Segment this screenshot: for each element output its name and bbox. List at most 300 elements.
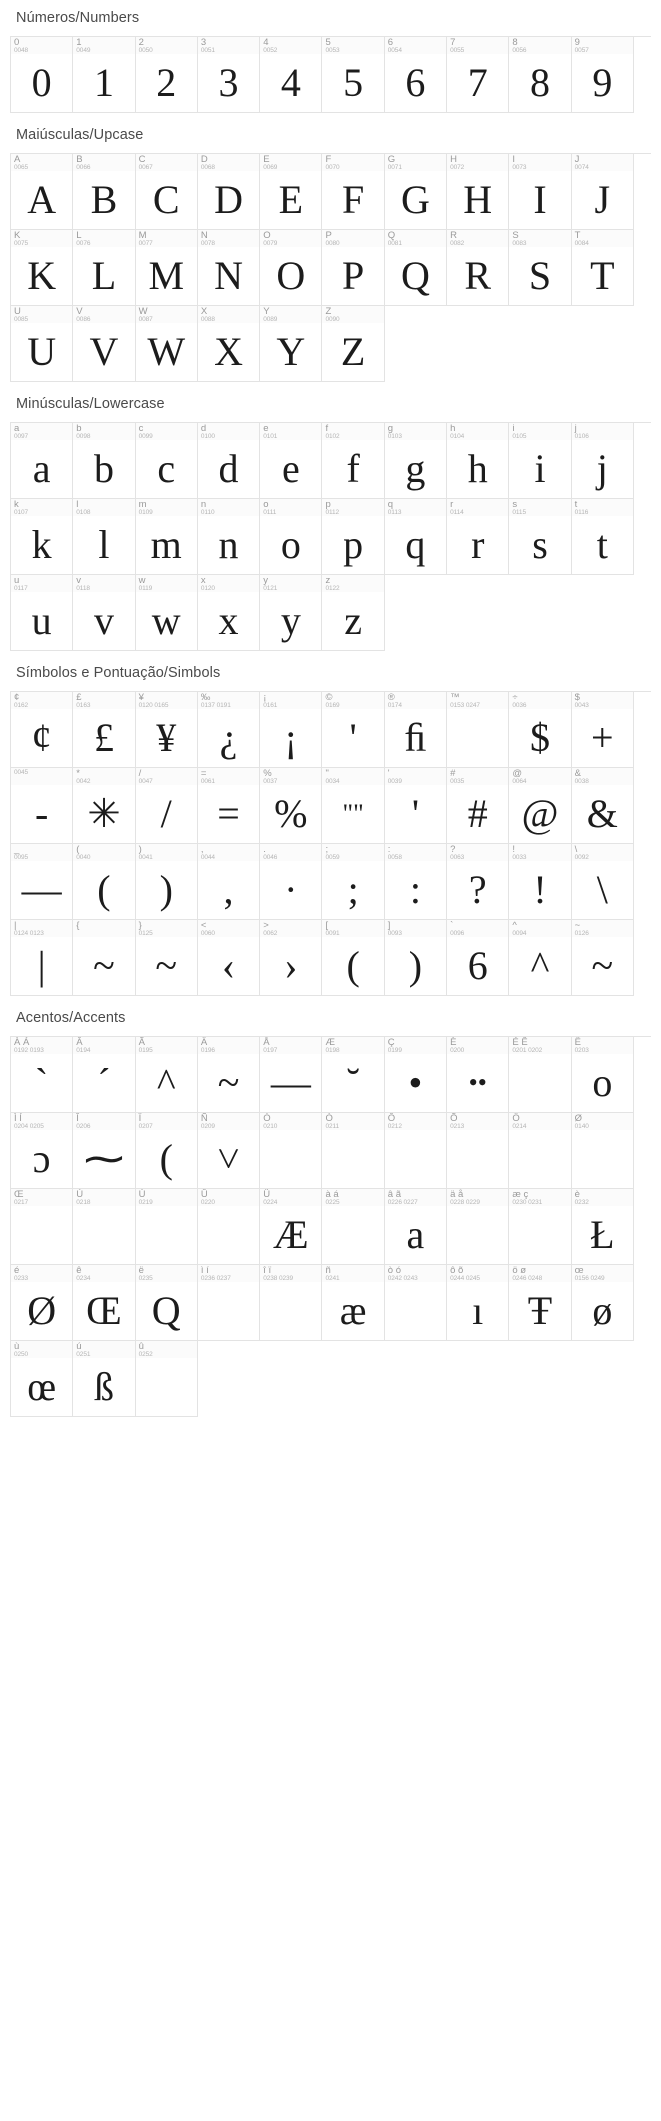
- glyph-char-label: I: [512, 154, 516, 165]
- glyph-cell[interactable]: [509, 37, 571, 113]
- glyph-cell[interactable]: [509, 1189, 571, 1265]
- glyph-cell[interactable]: [73, 768, 135, 844]
- glyph-cell[interactable]: [572, 692, 634, 768]
- glyph-cell[interactable]: [73, 920, 135, 996]
- glyph-cell[interactable]: [322, 423, 384, 499]
- glyph-code-label: 0078: [200, 240, 215, 247]
- glyph-cell[interactable]: [198, 423, 260, 499]
- glyph-cell[interactable]: [11, 1341, 73, 1417]
- glyph-cell[interactable]: [322, 768, 384, 844]
- glyph-grid: [10, 36, 651, 113]
- glyph-meta: [11, 692, 72, 709]
- glyph-render: ): [408, 943, 423, 988]
- glyph-cell[interactable]: [447, 499, 509, 575]
- glyph-cell[interactable]: [11, 1037, 73, 1113]
- glyph-meta: [73, 154, 134, 171]
- glyph-char-label: q: [387, 499, 394, 510]
- glyph-render: ˘: [346, 1060, 360, 1105]
- glyph-cell[interactable]: [73, 423, 135, 499]
- glyph-meta: [198, 230, 259, 247]
- glyph-cell[interactable]: [136, 1037, 198, 1113]
- glyph-cell[interactable]: [322, 575, 384, 651]
- glyph-cell[interactable]: [447, 37, 509, 113]
- glyph-cell[interactable]: [322, 920, 384, 996]
- glyph-code-label: 0054: [387, 47, 402, 54]
- glyph-cell[interactable]: [260, 1265, 322, 1341]
- glyph-char-label: m: [138, 499, 147, 510]
- glyph-cell[interactable]: [385, 230, 447, 306]
- glyph-cell[interactable]: [447, 154, 509, 230]
- glyph-render: [73, 1206, 134, 1264]
- glyph-char-label: M: [138, 230, 147, 241]
- glyph-cell[interactable]: [572, 423, 634, 499]
- glyph-meta: [322, 1189, 383, 1206]
- glyph-cell[interactable]: [73, 575, 135, 651]
- glyph-char-label: S: [512, 230, 519, 241]
- glyph-code-label: 0211: [325, 1123, 340, 1130]
- glyph-meta: [572, 1189, 633, 1206]
- glyph-cell[interactable]: [322, 692, 384, 768]
- glyph-cell[interactable]: [11, 692, 73, 768]
- glyph-cell[interactable]: [509, 768, 571, 844]
- glyph-render: [322, 1130, 383, 1188]
- glyph-cell[interactable]: [322, 1265, 384, 1341]
- glyph-cell[interactable]: [260, 499, 322, 575]
- glyph-cell[interactable]: [509, 692, 571, 768]
- glyph-cell[interactable]: [447, 1037, 509, 1113]
- glyph-meta: [572, 844, 633, 861]
- glyph-char-label: Œ: [14, 1189, 24, 1200]
- glyph-render: ‹: [221, 943, 236, 988]
- glyph-meta: [198, 844, 259, 861]
- glyph-char-label: ¡: [263, 692, 267, 703]
- glyph-code-label: 0059: [325, 854, 340, 861]
- glyph-char-label: ): [138, 844, 142, 855]
- glyph-code-label: 0076: [76, 240, 91, 247]
- glyph-cell[interactable]: [73, 844, 135, 920]
- glyph-cell[interactable]: [322, 1037, 384, 1113]
- glyph-cell[interactable]: [572, 1265, 634, 1341]
- glyph-cell[interactable]: [11, 230, 73, 306]
- glyph-cell[interactable]: [198, 1265, 260, 1341]
- glyph-cell[interactable]: [73, 692, 135, 768]
- glyph-cell[interactable]: [385, 692, 447, 768]
- glyph-char-label: Ô: [387, 1113, 396, 1124]
- glyph-render: =: [217, 791, 240, 836]
- glyph-meta: [260, 920, 321, 937]
- glyph-cell[interactable]: [260, 154, 322, 230]
- glyph-meta: [198, 768, 259, 785]
- glyph-code-label: 0109: [138, 509, 153, 516]
- glyph-cell[interactable]: [11, 844, 73, 920]
- glyph-cell[interactable]: [260, 844, 322, 920]
- glyph-render: F: [342, 177, 365, 222]
- glyph-meta: [73, 1113, 134, 1130]
- glyph-char-label: 9: [574, 37, 580, 48]
- glyph-cell[interactable]: [260, 306, 322, 382]
- glyph-cell[interactable]: [198, 306, 260, 382]
- glyph-cell[interactable]: [447, 1189, 509, 1265]
- glyph-cell[interactable]: [73, 306, 135, 382]
- glyph-cell[interactable]: [385, 768, 447, 844]
- glyph-code-label: 0035: [450, 778, 465, 785]
- glyph-cell[interactable]: [572, 1037, 634, 1113]
- glyph-cell[interactable]: [572, 768, 634, 844]
- glyph-cell[interactable]: [260, 1189, 322, 1265]
- glyph-cell[interactable]: [11, 920, 73, 996]
- glyph-char-label: H: [450, 154, 457, 165]
- glyph-char-label: A: [14, 154, 21, 165]
- glyph-meta: [385, 37, 446, 54]
- glyph-char-label: J: [574, 154, 580, 165]
- glyph-char-label: z: [325, 575, 331, 586]
- glyph-char-label: _: [14, 844, 20, 855]
- glyph-cell[interactable]: [385, 1113, 447, 1189]
- glyph-render: ••: [468, 1068, 487, 1097]
- glyph-code-label: 0048: [14, 47, 29, 54]
- glyph-cell[interactable]: [73, 1265, 135, 1341]
- glyph-char-label: à á: [325, 1189, 339, 1200]
- glyph-cell[interactable]: [572, 844, 634, 920]
- glyph-cell[interactable]: [509, 844, 571, 920]
- glyph-code-label: 0104: [450, 433, 465, 440]
- glyph-cell[interactable]: [572, 920, 634, 996]
- glyph-cell[interactable]: [322, 1189, 384, 1265]
- glyph-meta: [11, 1113, 72, 1130]
- glyph-cell[interactable]: [509, 1265, 571, 1341]
- glyph-cell[interactable]: [572, 1189, 634, 1265]
- glyph-cell[interactable]: [509, 1113, 571, 1189]
- glyph-cell[interactable]: [322, 844, 384, 920]
- glyph-cell[interactable]: [447, 423, 509, 499]
- glyph-cell[interactable]: [260, 575, 322, 651]
- glyph-cell[interactable]: [385, 154, 447, 230]
- glyph-render: ': [349, 715, 357, 760]
- glyph-char-label: f: [325, 423, 329, 434]
- glyph-cell[interactable]: [11, 499, 73, 575]
- glyph-meta: [198, 920, 259, 937]
- glyph-cell[interactable]: [322, 499, 384, 575]
- glyph-cell[interactable]: [73, 1189, 135, 1265]
- glyph-code-label: 0199: [387, 1047, 402, 1054]
- glyph-cell[interactable]: [11, 154, 73, 230]
- glyph-render: -: [34, 791, 49, 836]
- glyph-meta: [198, 154, 259, 171]
- glyph-render: \: [596, 867, 608, 912]
- glyph-cell[interactable]: [385, 844, 447, 920]
- glyph-char-label: û: [138, 1341, 144, 1352]
- glyph-cell[interactable]: [260, 1037, 322, 1113]
- glyph-cell[interactable]: [260, 692, 322, 768]
- glyph-meta: [572, 499, 633, 516]
- glyph-code-label: 0096: [450, 930, 465, 937]
- glyph-meta: [322, 692, 383, 709]
- glyph-meta: [322, 575, 383, 592]
- glyph-render: Ŧ: [527, 1288, 553, 1333]
- glyph-cell[interactable]: [198, 768, 260, 844]
- glyph-cell[interactable]: [11, 1113, 73, 1189]
- glyph-code-label: 0055: [450, 47, 465, 54]
- glyph-cell[interactable]: [73, 1113, 135, 1189]
- glyph-cell[interactable]: [11, 768, 73, 844]
- glyph-cell[interactable]: [447, 920, 509, 996]
- glyph-cell[interactable]: [198, 575, 260, 651]
- glyph-code-label: 0113: [387, 509, 402, 516]
- glyph-cell[interactable]: [572, 154, 634, 230]
- glyph-meta: [198, 37, 259, 54]
- glyph-cell[interactable]: [136, 844, 198, 920]
- glyph-cell[interactable]: [385, 1265, 447, 1341]
- glyph-render: 2: [156, 60, 177, 105]
- glyph-code-label: 0069: [263, 164, 278, 171]
- glyph-cell[interactable]: [509, 920, 571, 996]
- glyph-cell[interactable]: [11, 1265, 73, 1341]
- glyph-char-label: Î: [76, 1113, 79, 1124]
- glyph-cell[interactable]: [136, 575, 198, 651]
- glyph-code-label: 0119: [138, 585, 153, 592]
- glyph-code-label: 0070: [325, 164, 340, 171]
- glyph-cell[interactable]: [260, 768, 322, 844]
- glyph-char-label: é: [14, 1265, 20, 1276]
- glyph-meta: [11, 1265, 72, 1282]
- glyph-char-label: ': [387, 768, 390, 779]
- glyph-cell[interactable]: [198, 1037, 260, 1113]
- glyph-cell[interactable]: [509, 423, 571, 499]
- glyph-cell[interactable]: [509, 154, 571, 230]
- glyph-code-label: 0233: [14, 1275, 29, 1282]
- glyph-cell[interactable]: [509, 499, 571, 575]
- glyph-render: ˅: [217, 1136, 240, 1181]
- glyph-cell[interactable]: [260, 920, 322, 996]
- glyph-meta: [136, 306, 197, 323]
- glyph-cell[interactable]: [198, 1189, 260, 1265]
- glyph-char-label: C: [138, 154, 146, 165]
- glyph-char-label: U: [14, 306, 21, 317]
- glyph-char-label: À Á: [14, 1037, 30, 1048]
- glyph-cell[interactable]: [198, 844, 260, 920]
- glyph-meta: [509, 230, 570, 247]
- glyph-cell[interactable]: [260, 423, 322, 499]
- glyph-meta: [136, 768, 197, 785]
- glyph-char-label: i: [512, 423, 515, 434]
- glyph-render: [11, 1206, 72, 1264]
- glyph-cell[interactable]: [385, 1037, 447, 1113]
- glyph-render: ✳: [87, 791, 121, 836]
- section-title: Números/Numbers: [16, 10, 140, 26]
- glyph-char-label: ;: [325, 844, 329, 855]
- glyph-cell[interactable]: [260, 1113, 322, 1189]
- glyph-cell[interactable]: [322, 154, 384, 230]
- glyph-char-label: O: [263, 230, 271, 241]
- glyph-char-label: (: [76, 844, 80, 855]
- glyph-cell[interactable]: [385, 920, 447, 996]
- glyph-cell[interactable]: [136, 154, 198, 230]
- glyph-meta: [11, 575, 72, 592]
- glyph-char-label: ¥: [138, 692, 144, 703]
- glyph-meta: [322, 920, 383, 937]
- glyph-code-label: 0044: [200, 854, 215, 861]
- glyph-cell[interactable]: [11, 575, 73, 651]
- glyph-meta: [509, 920, 570, 937]
- glyph-cell[interactable]: [73, 1341, 135, 1417]
- glyph-code-label: 0192 0193: [14, 1047, 44, 1054]
- glyph-meta: [509, 499, 570, 516]
- glyph-char-label: ^: [512, 920, 517, 931]
- glyph-cell[interactable]: [136, 37, 198, 113]
- glyph-char-label: @: [512, 768, 523, 779]
- glyph-cell[interactable]: [73, 37, 135, 113]
- glyph-meta: [260, 1037, 321, 1054]
- glyph-cell[interactable]: [73, 230, 135, 306]
- glyph-cell[interactable]: [136, 1341, 198, 1417]
- glyph-cell[interactable]: [447, 844, 509, 920]
- glyph-cell[interactable]: [260, 230, 322, 306]
- glyph-cell[interactable]: [11, 306, 73, 382]
- glyph-cell[interactable]: [136, 768, 198, 844]
- glyph-cell[interactable]: [198, 499, 260, 575]
- glyph-char-label: v: [76, 575, 82, 586]
- glyph-cell[interactable]: [136, 920, 198, 996]
- glyph-meta: [260, 1265, 321, 1282]
- glyph-cell[interactable]: [136, 1265, 198, 1341]
- glyph-cell[interactable]: [198, 692, 260, 768]
- glyph-code-label: 0064: [512, 778, 527, 785]
- glyph-cell[interactable]: [385, 37, 447, 113]
- glyph-cell[interactable]: [447, 230, 509, 306]
- glyph-cell[interactable]: [11, 1189, 73, 1265]
- glyph-code-label: 0042: [76, 778, 91, 785]
- glyph-char-label: ~: [574, 920, 581, 931]
- glyph-cell[interactable]: [198, 37, 260, 113]
- glyph-code-label: 0089: [263, 316, 278, 323]
- glyph-code-label: 0051: [200, 47, 215, 54]
- glyph-cell[interactable]: [136, 1113, 198, 1189]
- glyph-char-label: j: [574, 423, 577, 434]
- glyph-meta: [572, 1037, 633, 1054]
- glyph-meta: [136, 423, 197, 440]
- glyph-cell[interactable]: [11, 423, 73, 499]
- glyph-render: e: [281, 446, 300, 491]
- glyph-char-label: î ï: [263, 1265, 272, 1276]
- glyph-render: T: [590, 253, 615, 298]
- glyph-cell[interactable]: [260, 37, 322, 113]
- glyph-cell[interactable]: [198, 154, 260, 230]
- glyph-cell[interactable]: [385, 423, 447, 499]
- glyph-code-label: 0108: [76, 509, 91, 516]
- glyph-char-label: ÷: [512, 692, 518, 703]
- glyph-meta: [260, 230, 321, 247]
- glyph-char-label: W: [138, 306, 148, 317]
- glyph-cell[interactable]: [198, 230, 260, 306]
- glyph-cell[interactable]: [73, 499, 135, 575]
- glyph-render: c: [157, 446, 176, 491]
- glyph-meta: [385, 154, 446, 171]
- glyph-cell[interactable]: [198, 1113, 260, 1189]
- glyph-char-label: {: [76, 920, 80, 931]
- glyph-cell[interactable]: [385, 499, 447, 575]
- glyph-code-label: 0079: [263, 240, 278, 247]
- glyph-cell[interactable]: [198, 920, 260, 996]
- glyph-meta: [11, 423, 72, 440]
- glyph-render: +: [591, 715, 614, 760]
- glyph-cell[interactable]: [572, 499, 634, 575]
- glyph-cell[interactable]: [136, 1189, 198, 1265]
- glyph-render: V: [89, 329, 119, 374]
- glyph-cell[interactable]: [136, 423, 198, 499]
- glyph-cell[interactable]: [322, 37, 384, 113]
- glyph-cell[interactable]: [73, 1037, 135, 1113]
- glyph-code-label: 0040: [76, 854, 91, 861]
- glyph-cell[interactable]: [447, 768, 509, 844]
- glyph-cell[interactable]: [509, 230, 571, 306]
- glyph-code-label: 0251: [76, 1351, 91, 1358]
- glyph-code-label: 0117: [14, 585, 28, 592]
- glyph-cell[interactable]: [447, 692, 509, 768]
- glyph-char-label: x: [200, 575, 206, 586]
- glyph-render: a: [32, 446, 51, 491]
- glyph-code-label: 0038: [574, 778, 589, 785]
- glyph-code-label: 0092: [574, 854, 589, 861]
- glyph-cell[interactable]: [385, 1189, 447, 1265]
- glyph-cell[interactable]: [136, 499, 198, 575]
- glyph-render: I: [533, 177, 547, 222]
- glyph-code-label: 0102: [325, 433, 340, 440]
- glyph-cell[interactable]: [447, 1265, 509, 1341]
- glyph-cell[interactable]: [572, 230, 634, 306]
- glyph-render: ɔ: [32, 1136, 51, 1181]
- glyph-code-label: 0197: [263, 1047, 278, 1054]
- glyph-char-label: D: [200, 154, 208, 165]
- glyph-meta: [322, 230, 383, 247]
- glyph-meta: [260, 37, 321, 54]
- glyph-cell[interactable]: [11, 37, 73, 113]
- glyph-cell[interactable]: [73, 154, 135, 230]
- glyph-meta: [136, 1037, 197, 1054]
- glyph-meta: [136, 1189, 197, 1206]
- glyph-meta: [73, 575, 134, 592]
- glyph-meta: [447, 692, 508, 709]
- glyph-cell[interactable]: [572, 37, 634, 113]
- glyph-meta: [572, 1265, 633, 1282]
- glyph-cell[interactable]: [322, 230, 384, 306]
- glyph-cell[interactable]: [322, 306, 384, 382]
- glyph-char-label: 5: [325, 37, 331, 48]
- glyph-meta: [447, 423, 508, 440]
- glyph-char-label: <: [200, 920, 207, 931]
- glyph-code-label: 0068: [200, 164, 215, 171]
- glyph-cell[interactable]: [322, 1113, 384, 1189]
- glyph-cell[interactable]: [136, 230, 198, 306]
- glyph-cell[interactable]: [136, 692, 198, 768]
- glyph-char-label: è: [574, 1189, 580, 1200]
- glyph-code-label: 0232: [574, 1199, 589, 1206]
- glyph-cell[interactable]: [136, 306, 198, 382]
- glyph-section: [10, 651, 651, 996]
- glyph-code-label: 0210: [263, 1123, 278, 1130]
- glyph-code-label: 0036: [512, 702, 527, 709]
- glyph-render: k: [31, 522, 52, 567]
- glyph-cell[interactable]: [509, 1037, 571, 1113]
- glyph-render: ~: [155, 943, 178, 988]
- glyph-char-label: p: [325, 499, 331, 510]
- glyph-render: K: [27, 253, 57, 298]
- glyph-char-label: Ó: [325, 1113, 333, 1124]
- glyph-render: @: [521, 791, 559, 836]
- glyph-code-label: 0090: [325, 316, 340, 323]
- glyph-cell[interactable]: [572, 1113, 634, 1189]
- glyph-render: ^: [156, 1060, 176, 1105]
- glyph-cell[interactable]: [447, 1113, 509, 1189]
